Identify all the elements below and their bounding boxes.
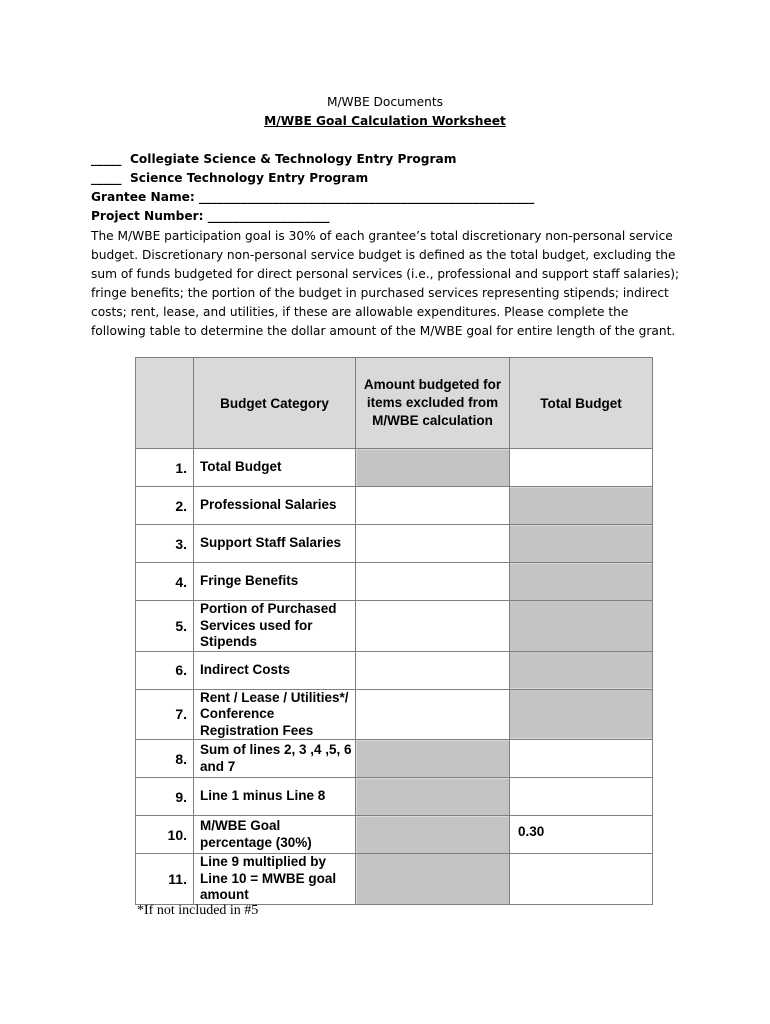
header-num-cell [136,358,194,449]
row-number: 9. [136,778,194,816]
total-budget-input[interactable] [510,740,653,778]
table-row [136,601,653,652]
excluded-cell-shaded [356,778,510,816]
header-excluded-amount: Amount budgeted for items excluded from M/WBE calculation [356,358,510,449]
row-number: 5. [136,601,194,652]
intro-paragraph: The M/WBE participation goal is 30% of each grantee’s total discretionary non-personal service budget. Discretionary non-personal service budget is defined as the total budget, excluding the sum of funds budgeted for direct personal services (i.e., professional and support staff salaries); fringe benefits; the portion of the budget in purchased services representing stipends; indirect costs; rent, lease, and utilities, if these are allowable expenditures. Please complete the following table to determine the dollar amount of the M/WBE goal for entire length of the grant. [91,229,680,338]
table-row [136,778,653,816]
row-number: 11. [136,854,194,905]
total-budget-input[interactable] [510,778,653,816]
row-label: Indirect Costs [194,651,356,689]
row-label: Sum of lines 2, 3 ,4 ,5, 6 and 7 [194,740,356,778]
project-number-field[interactable]: Project Number: ____________________ [91,209,330,223]
row-label: M/WBE Goal percentage (30%) [194,816,356,854]
total-budget-input[interactable] [510,449,653,487]
goal-percentage-value[interactable]: 0.30 [510,816,653,854]
row-label: Line 1 minus Line 8 [194,778,356,816]
row-number: 3. [136,525,194,563]
table-row [136,740,653,778]
row-number: 2. [136,487,194,525]
table-row [136,651,653,689]
document-label: M/WBE Documents [326,95,444,109]
row-label: Fringe Benefits [194,563,356,601]
table-row [136,525,653,563]
program-option-step[interactable]: _____ Science Technology Entry Program [91,171,369,185]
excluded-cell-shaded [356,816,510,854]
row-number: 6. [136,651,194,689]
table-row [136,816,653,854]
excluded-amount-input[interactable] [356,563,510,601]
row-number: 10. [136,816,194,854]
excluded-amount-input[interactable] [356,651,510,689]
row-number: 7. [136,689,194,740]
row-label: Line 9 multiplied by Line 10 = MWBE goal amount [194,854,356,905]
program-option-cstep[interactable]: _____ Collegiate Science & Technology Entry Program [91,152,457,166]
excluded-amount-input[interactable] [356,601,510,652]
row-label: Portion of Purchased Services used for Stipends [194,601,356,652]
excluded-amount-input[interactable] [356,525,510,563]
table-header-row [136,358,653,449]
total-cell-shaded [510,601,653,652]
row-label: Support Staff Salaries [194,525,356,563]
total-cell-shaded [510,651,653,689]
page-title: M/WBE Goal Calculation Worksheet [264,114,506,128]
excluded-cell-shaded [356,740,510,778]
grantee-name-field[interactable]: Grantee Name: _______________________________________________________ [91,190,535,204]
excluded-amount-input[interactable] [356,689,510,740]
table-row [136,449,653,487]
total-budget-input[interactable] [510,854,653,905]
total-cell-shaded [510,487,653,525]
excluded-cell-shaded [356,449,510,487]
footnote: *If not included in #5 [137,903,259,918]
row-number: 4. [136,563,194,601]
total-cell-shaded [510,689,653,740]
total-cell-shaded [510,563,653,601]
table-row [136,854,653,905]
excluded-cell-shaded [356,854,510,905]
table-row [136,563,653,601]
total-cell-shaded [510,525,653,563]
row-label: Total Budget [194,449,356,487]
excluded-amount-input[interactable] [356,487,510,525]
row-number: 8. [136,740,194,778]
row-label: Rent / Lease / Utilities*/ Conference Registration Fees [194,689,356,740]
row-label: Professional Salaries [194,487,356,525]
table-row [136,689,653,740]
goal-calculation-table [135,357,653,905]
header-budget-category: Budget Category [194,358,356,449]
row-number: 1. [136,449,194,487]
header-total-budget: Total Budget [510,358,653,449]
table-row [136,487,653,525]
